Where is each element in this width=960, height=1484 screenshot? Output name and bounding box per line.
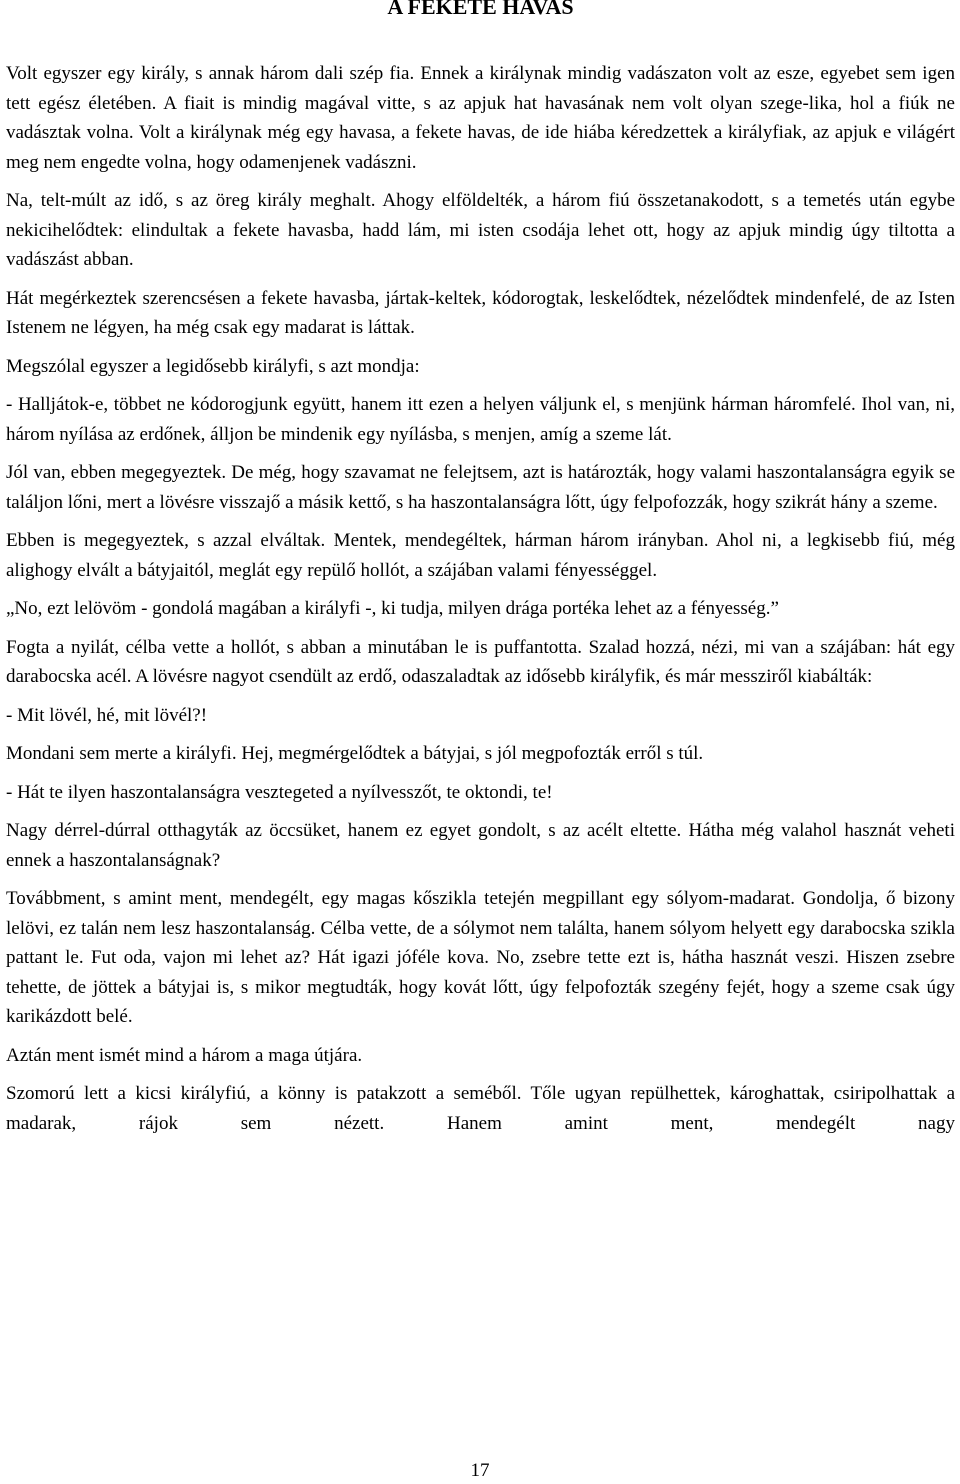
paragraph-13: Nagy dérrel-dúrral otthagyták az öccsüket, hanem ez egyet gondolt, s az acélt eltette. Hátha még valahol hasznát veheti ennek a haszontalanságnak? [6, 820, 955, 871]
paragraph-4: Megszólal egyszer a legidősebb királyfi, s azt mondja: [6, 355, 420, 377]
paragraph-15: Aztán ment ismét mind a három a maga útjára. [6, 1044, 363, 1066]
story-text [6, 59, 955, 1147]
paragraph-2: Na, telt-múlt az idő, s az öreg király meghalt. Ahogy elföldelték, a három fiú összetanakodott, s a temetés után egybe nekicihelődtek: elindultak a fekete havasba, hadd lám, mi isten csodája lehet ott, hogy az apjuk mindig úgy tiltotta a vadászást abban. [6, 190, 955, 270]
page-title: A FEKETE HAVAS [387, 0, 574, 19]
paragraph-5: - Halljátok-e, többet ne kódorogjunk együtt, hanem itt ezen a helyen váljunk el, s menjünk hárman háromfelé. Ihol van, ni, három nyílása az erdőnek, álljon be mindenik egy nyílásba, s menjen, amíg a szeme lát. [6, 394, 955, 445]
paragraph-9: Fogta a nyilát, célba vette a hollót, s abban a minutában le is puffantotta. Szalad hozzá, nézi, mi van a szájában: hát egy darabocska acél. A lövésre nagyot csendült az erdő, odaszaladtak az idősebb királyfik, és már messziről kiabálták: [6, 636, 955, 687]
paragraph-6: Jól van, ebben megegyeztek. De még, hogy szavamat ne felejtsem, azt is határozták, hogy valami haszontalanságra egyik se találjon lőni, mert a lövésre visszajő a másik kettő, s ha haszontalanságra lőtt, úgy felpofozzák, hogy szikrát hány a szeme. [6, 462, 955, 513]
paragraph-1: Volt egyszer egy király, s annak három dali szép fia. Ennek a királynak mindig vadászaton volt az esze, egyebet sem igen tett egész életében. A fiait is mindig magával vitte, s az apjuk hat havasának nem volt olyan szege-lika, hol a fiúk ne vadásztak volna. Volt a királynak még egy havasa, a fekete havas, de ide hiába kéredzettek a királyfiak, az apjuk e világért meg nem engedte volna, hogy odamenjenek vadászni. [6, 63, 955, 173]
paragraph-11: Mondani sem merte a királyfi. Hej, megmérgelődtek a bátyjai, s jól megpofozták erről s túl. [6, 743, 704, 764]
paragraph-7: Ebben is megegyeztek, s azzal elváltak. Mentek, mendegéltek, hárman három irányban. Ahol ni, a legkisebb fiú, még alighogy elvált a bátyjaitól, meglát egy repülő hollót, a szájában valami fényességgel. [6, 530, 955, 581]
paragraph-16: Szomorú lett a kicsi királyfiú, a könny is patakzott a seméből. Tőle ugyan repülhettek, károghattak, csiripolhattak a madarak, rájok sem nézett. Hanem amint ment, mendegélt nagy [6, 1083, 955, 1134]
paragraph-14: Továbbment, s amint ment, mendegélt, egy magas kőszikla tetején megpillant egy sólyom-madarat. Gondolja, ő bizony lelövi, ez talán nem lesz haszontalanság. Célba vette, de a sólymot nem találta, hanem sólyom helyett egy darabocska szikla pattant le. Fut oda, vajon mi lehet az? Hát igazi jóféle kova. No, zsebre tette ezt is, hátha hasznát veszi. Hiszen zsebre tehette, de jöttek a bátyjai is, s mikor megtudták, hogy kovát lőtt, úgy felpofozták szegény fejét, hogy a szeme csak úgy karikázdott belé. [6, 888, 955, 1027]
paragraph-3: Hát megérkeztek szerencsésen a fekete havasba, jártak-keltek, kódorogtak, leskelődtek, nézelődtek mindenfelé, de az Isten Istenem ne légyen, ha még csak egy madarat is láttak. [6, 287, 955, 338]
paragraph-12: - Hát te ilyen haszontalanságra vesztegeted a nyílvesszőt, te oktondi, te! [6, 781, 553, 803]
document-page [6, 0, 955, 1484]
page-number: 17 [470, 1460, 490, 1481]
paragraph-10: - Mit lövél, hé, mit lövél?! [6, 704, 208, 726]
paragraph-8: „No, ezt lelövöm - gondolá magában a királyfi -, ki tudja, milyen drága portéka lehet az a fényesség.” [6, 598, 779, 619]
